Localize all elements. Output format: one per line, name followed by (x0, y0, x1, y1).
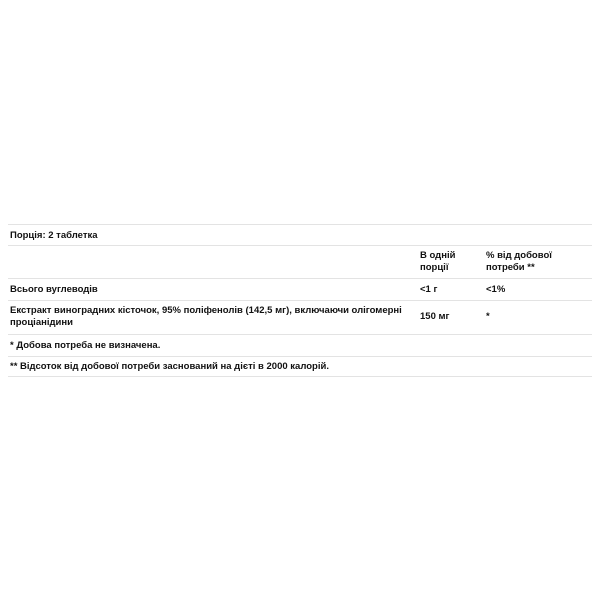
serving-size-label: Порція: 2 таблетка (10, 230, 98, 241)
nutrient-name: Всього вуглеводів (10, 284, 98, 295)
table-row (8, 301, 592, 335)
amount-per-serving-header: В одній порції (420, 250, 456, 273)
serving-size-row (8, 224, 592, 246)
footnote-daily-value-not-established: * Добова потреба не визначена. (10, 340, 161, 351)
table-header-row (8, 246, 592, 279)
nutrient-amount: 150 мг (420, 311, 450, 322)
table-row (8, 279, 592, 301)
footnote-daily-value-basis: ** Відсоток від добової потреби заснований на дієті в 2000 калорій. (10, 361, 329, 372)
nutrient-daily-value: <1% (486, 284, 506, 295)
footnote-row (8, 357, 592, 377)
nutrient-amount: <1 г (420, 284, 438, 295)
supplement-facts-panel (8, 224, 592, 377)
footnote-row (8, 335, 592, 357)
nutrient-name: Екстракт виноградних кісточок, 95% поліфенолів (142,5 мг), включаючи олігомерні проціанідини (10, 305, 402, 328)
nutrient-daily-value: * (486, 311, 490, 322)
daily-value-header: % від добової потреби ** (486, 250, 552, 273)
